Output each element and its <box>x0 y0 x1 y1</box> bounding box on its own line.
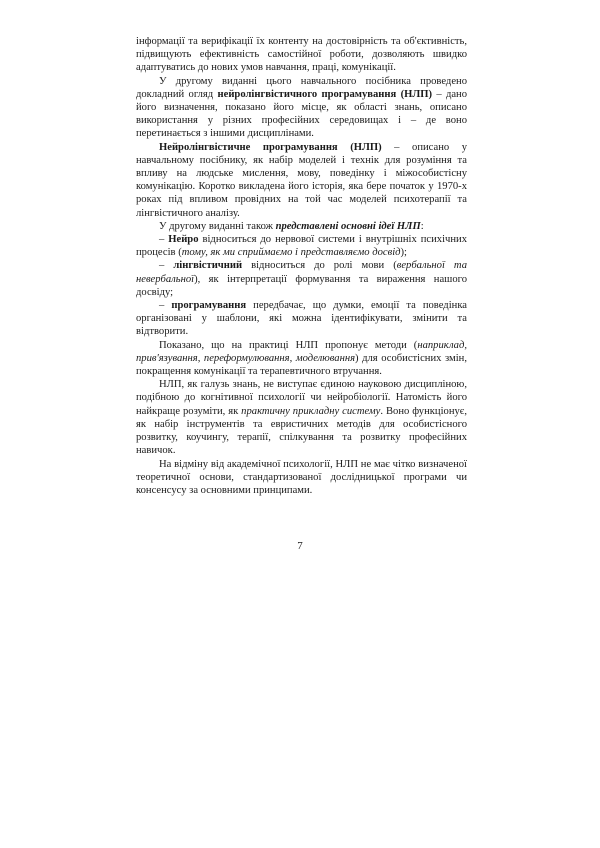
paragraph-nlp-methods <box>136 339 467 379</box>
item3-bold-term: програмування <box>171 300 247 312</box>
paragraph-second-edition-overview <box>136 75 467 141</box>
p1-text: інформації та верифікації їх контенту на достовірність та об'єктивність, підвищують ефективність самостійної роботи, дозволяють швидко адаптуватись до нових умов навчання, праці, комунікації. <box>136 36 467 74</box>
p5-italic: наприклад, прив'язування, переформулювання, моделювання <box>136 339 467 364</box>
paragraph-intro-continuation <box>136 35 467 75</box>
item2-text-b: відноситься до ролі мови ( <box>242 260 397 272</box>
p7-text: На відміну від академічної психології, НЛП не має чітко визначеної теоретичної основи, стандартизованої дослідницької програми чи консенсусу за основними принципами. <box>136 458 467 496</box>
list-item-neuro <box>136 233 467 259</box>
list-dash: – <box>159 234 169 246</box>
body-text <box>136 35 467 497</box>
item1-italic: тому, як ми сприймаємо і представляємо досвід <box>181 247 401 259</box>
paragraph-academic-contrast <box>136 458 467 498</box>
page-number: 7 <box>297 540 303 552</box>
list-dash: – <box>159 300 172 312</box>
list-item-linguistic <box>136 259 467 299</box>
paragraph-nlp-as-field <box>136 378 467 457</box>
item3-text-b: передбачає, що думки, емоції та поведінка організовані у шаблони, які можна ідентифікувати, змінити та відтворити. <box>136 300 468 338</box>
p6-italic: практичну прикладну систему <box>241 405 381 417</box>
list-item-programming <box>136 299 467 339</box>
p4-bold-italic: представлені основні ідеї НЛП <box>275 220 421 232</box>
item2-text-d: ), як інтерпретації формування та вираження нашого досвіду; <box>136 273 467 298</box>
item1-text-b: відноситься до нервової системи і внутрішніх психічних процесів ( <box>136 234 467 259</box>
p6-text-c: . Воно функціонує, як набір інструментів та евристичних методів для особистісного розвитку, коучингу, терапії, спілкування та розвитку професійних навичок. <box>136 405 467 457</box>
paragraph-nlp-definition <box>136 141 467 220</box>
item2-bold-term: лінгвістичний <box>173 260 243 272</box>
item2-italic: вербальної та невербальної <box>136 260 467 285</box>
list-dash: – <box>159 260 174 272</box>
p2-text-c: – дано його визначення, показано його місце, як області знань, описано використання у різних професійних середовищах і – де воно перетинається з іншими дисциплінами. <box>136 88 467 140</box>
paragraph-main-ideas-intro <box>136 220 467 233</box>
p5-text-c: ) для особистісних змін, покращення комунікації та терапевтичного втручання. <box>136 352 467 378</box>
p4-text-a: У другому виданні також <box>159 220 276 232</box>
item1-bold-term: Нейро <box>168 234 199 246</box>
p2-text-a: У другому виданні цього навчального посібника проведено докладний огляд <box>136 75 467 100</box>
p2-bold-term: нейролінгвістичного програмування (НЛП) <box>217 88 432 100</box>
p3-bold-term: Нейролінгвістичне програмування (НЛП) <box>159 141 382 153</box>
item1-text-d: ); <box>400 247 407 259</box>
p3-text-b: – описано у навчальному посібнику, як набір моделей і технік для розуміння та впливу на людське мислення, мову, поведінку і міжособистісну комунікацію. Коротко викладена його історія, яка бере початок у 1970-х роках під впливом провідних на той час моделей психотерапії та лінгвістичного аналізу. <box>136 141 467 219</box>
p6-text-a: НЛП, як галузь знань, не виступає єдиною науковою дисципліною, подібною до когнітивної психології чи нейробіології. Натомість його найкраще розуміти, як <box>136 379 467 417</box>
p4-text-c: : <box>420 220 424 232</box>
p5-text-a: Показано, що на практиці НЛП пропонує методи ( <box>159 339 418 351</box>
